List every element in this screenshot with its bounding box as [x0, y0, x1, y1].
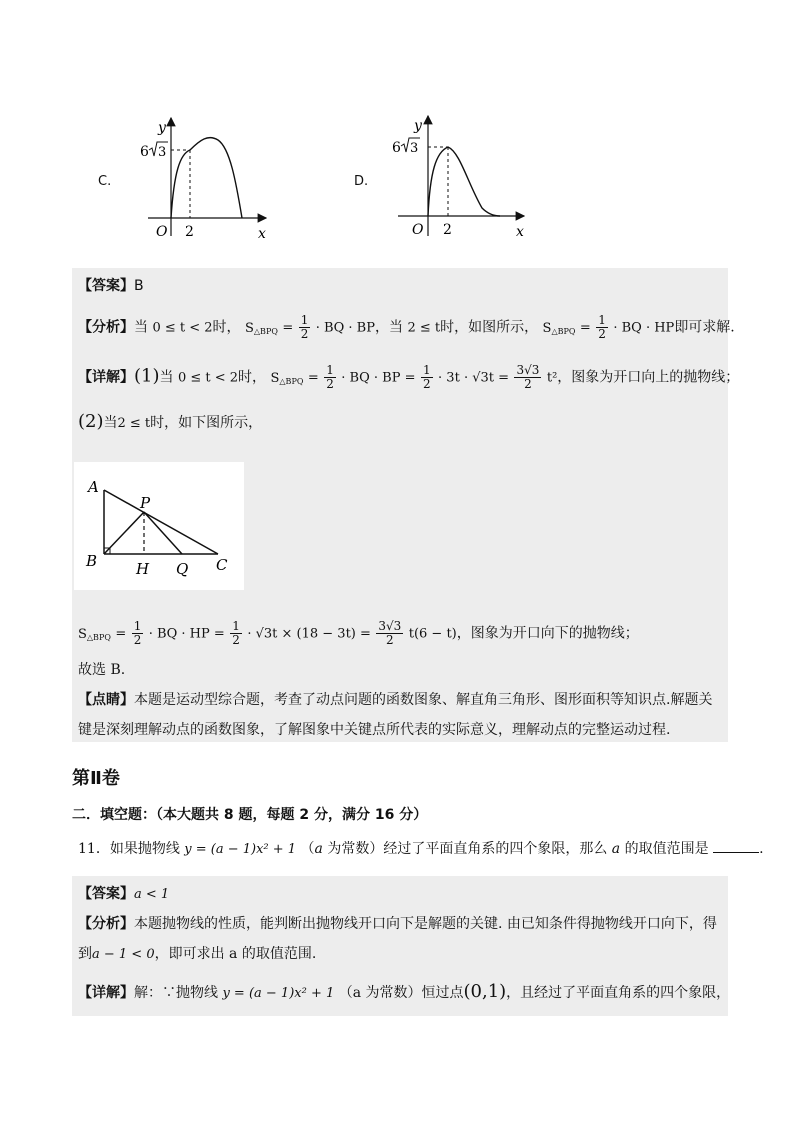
- section-subtitle: 二．填空题：（本大题共 8 题，每题 2 分，满分 16 分）: [72, 807, 428, 823]
- comment-line-1: 【点睛】本题是运动型综合题，考查了动点问题的函数图象、解直角三角形、图形面积等知识点.解题关: [78, 692, 713, 708]
- analysis-line-2a: 【分析】本题抛物线的性质，能判断出抛物线开口向下是解题的关键. 由已知条件得抛物线开口向下，得: [78, 916, 717, 932]
- detail-part-1: (1): [134, 365, 160, 387]
- graph-c-y-tick-rad: 3: [158, 145, 167, 160]
- analysis-formula-1: · BQ · BP: [315, 320, 375, 336]
- detail-desc-1: ，图象为开口向上的抛物线；: [557, 369, 740, 386]
- detail-tag: 【详解】: [78, 369, 134, 386]
- analysis-formula-2: · BQ · HP: [613, 320, 675, 336]
- comment-tag: 【点睛】: [78, 692, 134, 708]
- option-c-label: C.: [98, 174, 112, 189]
- half-fraction-2: $\frac{1}{2}$: [598, 313, 606, 341]
- answer-tag: 【答案】: [78, 278, 134, 294]
- q11-formula: y = (a − 1)x² + 1: [184, 842, 297, 857]
- detail-line-3: 【详解】解：∵抛物线 y = (a − 1)x² + 1 （a 为常数）恒过点(0,1)，且经过了平面直角系的四个象限，: [78, 981, 731, 1002]
- analysis-line-1: 【分析】当 0 ≤ t < 2时， $S_{\triangle BPQ}$ = $\frac{1}{2}$ · BQ · BP，当 2 ≤ t时，如图所示， $S_{\triangle BPQ}$ = $\frac{1}{2}$ · BQ · HP即可求解.: [78, 313, 735, 341]
- graph-d-origin: O: [412, 222, 424, 238]
- s-bpq-2: $S_{\triangle BPQ}$: [542, 320, 576, 336]
- analysis-end: 即可求解.: [674, 319, 735, 336]
- analysis-when: 当: [134, 319, 148, 336]
- point-h: H: [136, 560, 150, 578]
- s-bpq-3: $S_{\triangle BPQ}$: [270, 370, 304, 386]
- graph-c: [138, 112, 278, 242]
- detail-desc-2: 时，如下图所示，: [150, 415, 263, 431]
- question-11: 11．如果抛物线 y = (a − 1)x² + 1 （a 为常数）经过了平面直角系的四个象限，那么 a 的取值范围是 .: [78, 838, 764, 860]
- graph-c-curve: [171, 138, 242, 218]
- analysis-fig: 时，如图所示，: [440, 319, 539, 336]
- graph-d-y-label: y: [414, 118, 422, 134]
- section-title: 第Ⅱ卷: [72, 768, 120, 789]
- analysis-eq-sign: =: [282, 320, 294, 336]
- choose-line: 故选 B.: [78, 662, 126, 678]
- triangle-figure: [74, 462, 244, 590]
- vertex-a: A: [88, 478, 99, 496]
- analysis-comma: ，当: [374, 319, 403, 336]
- graph-d-x-label: x: [516, 224, 524, 240]
- detail-line-2: (2)当2 ≤ t时，如下图所示，: [78, 411, 263, 432]
- frac-3sqrt3-2: $\frac{3√3}{2}$: [378, 619, 402, 647]
- graph-d-x-tick: 2: [443, 222, 452, 238]
- graph-c-x-tick: 2: [185, 224, 194, 240]
- detail-line-1: 【详解】(1)当 0 ≤ t < 2时， $S_{\triangle BPQ}$ = $\frac{1}{2}$ · BQ · BP = $\frac{1}{2}$ · 3t · √3t = $\frac{3√3}{2}$ t²，图象为开口向上的抛物线；: [78, 363, 740, 391]
- answer-line-2: 【答案】a < 1: [78, 886, 170, 902]
- analysis-tag: 【分析】: [78, 319, 134, 336]
- analysis-shi: 时，: [212, 319, 241, 336]
- answer-value: B: [134, 278, 144, 294]
- analysis-line-2b: 到a − 1 < 0，即可求出 a 的取值范围.: [78, 946, 317, 962]
- comment-line-2: 键是深刻理解动点的函数图象，了解图象中关键点所代表的实际意义，理解动点的完整运动过程.: [78, 722, 671, 738]
- analysis-cond-2: 2 ≤ t: [407, 320, 441, 336]
- graph-c-origin: O: [156, 224, 168, 240]
- graph-c-x-label: x: [258, 226, 266, 242]
- formula-line-2: $S_{\triangle BPQ}$ = $\frac{1}{2}$ · BQ · HP = $\frac{1}{2}$ · √3t × (18 − 3t) = $\frac{3√3}{2}$ t(6 − t)，图象为开口向下的抛物线；: [78, 619, 639, 647]
- graph-d: [388, 112, 528, 242]
- vertex-b: B: [86, 552, 98, 570]
- analysis-cond-1: 0 ≤ t < 2: [152, 320, 213, 336]
- answer-value-2: a < 1: [134, 887, 170, 902]
- graph-d-y-tick-coef: 6: [392, 140, 401, 156]
- detail-part-2: (2): [78, 411, 104, 432]
- vertex-p: P: [140, 494, 151, 512]
- graph-d-curve: [428, 147, 500, 216]
- graph-c-y-tick-coef: 6: [140, 144, 149, 160]
- option-d-label: D.: [354, 174, 369, 189]
- point-q: Q: [176, 560, 189, 578]
- s-bpq-1: $S_{\triangle BPQ}$: [245, 320, 278, 336]
- graph-c-y-label: y: [158, 120, 166, 136]
- vertex-c: C: [216, 556, 228, 574]
- detail-cond-2: 2 ≤ t: [117, 416, 151, 431]
- detail-cond-1: 0 ≤ t < 2: [177, 370, 239, 386]
- formula-desc-2: ，图象为开口向下的抛物线；: [456, 625, 639, 642]
- frac-3sqrt3-1: $\frac{3√3}{2}$: [516, 363, 540, 391]
- graph-d-y-tick-rad: 3: [410, 141, 419, 156]
- answer-line-1: [78, 276, 144, 296]
- half-fraction-1: $\frac{1}{2}$: [300, 313, 309, 341]
- q11-answer-blank: [713, 838, 759, 853]
- s-bpq-4: $S_{\triangle BPQ}$: [78, 626, 111, 642]
